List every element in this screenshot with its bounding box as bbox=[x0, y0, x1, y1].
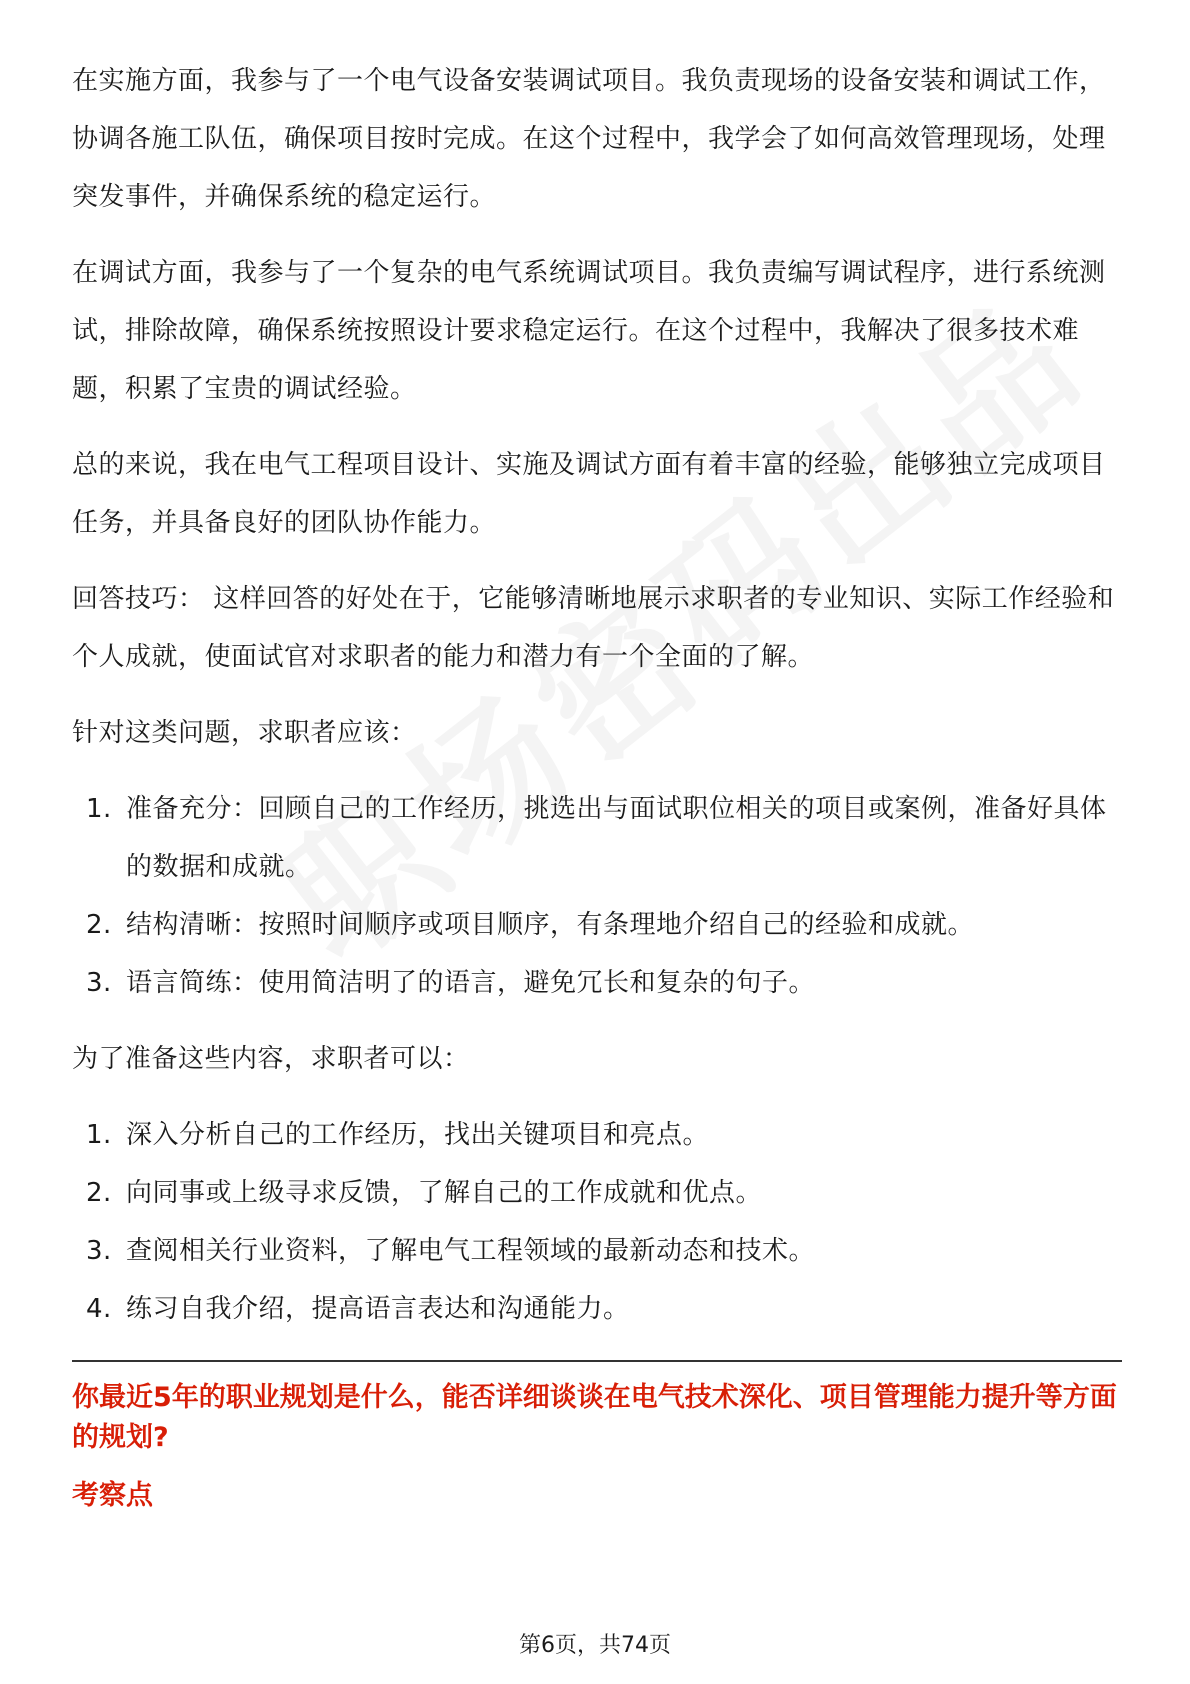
paragraph-implementation: 在实施方面，我参与了一个电气设备安装调试项目。我负责现场的设备安装和调试工作，协调各施工队伍，确保项目按时完成。在这个过程中，我学会了如何高效管理现场，处理突发事件，并确保系统的稳定运行。 bbox=[72, 66, 1106, 212]
list-item bbox=[72, 1164, 1122, 1222]
list-item bbox=[72, 896, 1122, 954]
list-item bbox=[72, 1222, 1122, 1280]
list-number: 1. bbox=[86, 1120, 112, 1150]
list-number: 2. bbox=[86, 1178, 112, 1208]
list-number: 2. bbox=[86, 910, 112, 940]
list-number: 3. bbox=[86, 1236, 112, 1266]
list-item-text: 语言简练：使用简洁明了的语言，避免冗长和复杂的句子。 bbox=[126, 968, 816, 998]
list-item bbox=[72, 1106, 1122, 1164]
interview-question: 你最近5年的职业规划是什么，能否详细谈谈在电气技术深化、项目管理能力提升等方面的规划? bbox=[72, 1382, 1117, 1453]
paragraph-summary: 总的来说，我在电气工程项目设计、实施及调试方面有着丰富的经验，能够独立完成项目任务，并具备良好的团队协作能力。 bbox=[72, 450, 1106, 538]
list-item-text: 向同事或上级寻求反馈，了解自己的工作成就和优点。 bbox=[126, 1178, 763, 1208]
list-number: 3. bbox=[86, 968, 112, 998]
paragraph-debugging: 在调试方面，我参与了一个复杂的电气系统调试项目。我负责编写调试程序，进行系统测试，排除故障，确保系统按照设计要求稳定运行。在这个过程中，我解决了很多技术难题，积累了宝贵的调试经验。 bbox=[72, 258, 1106, 404]
list-item-text: 深入分析自己的工作经历，找出关键项目和亮点。 bbox=[126, 1120, 710, 1150]
section-divider bbox=[72, 1360, 1122, 1362]
list-item-text: 准备充分：回顾自己的工作经历，挑选出与面试职位相关的项目或案例，准备好具体的数据和成就。 bbox=[126, 794, 1107, 882]
advice-list bbox=[72, 780, 1122, 1012]
list-item bbox=[72, 780, 1122, 896]
list-item-text: 结构清晰：按照时间顺序或项目顺序，有条理地介绍自己的经验和成就。 bbox=[126, 910, 975, 940]
list-number: 4. bbox=[86, 1294, 112, 1324]
list-number: 1. bbox=[86, 794, 112, 824]
paragraph-answer-tips: 回答技巧： 这样回答的好处在于，它能够清晰地展示求职者的专业知识、实际工作经验和个人成就，使面试官对求职者的能力和潜力有一个全面的了解。 bbox=[72, 584, 1115, 672]
preparation-list bbox=[72, 1106, 1122, 1338]
list-item bbox=[72, 1280, 1122, 1338]
list-item bbox=[72, 954, 1122, 1012]
section-label-examination-points: 考察点 bbox=[72, 1480, 153, 1511]
paragraph-preparation-intro: 为了准备这些内容，求职者可以： bbox=[72, 1044, 470, 1074]
paragraph-advice-intro: 针对这类问题，求职者应该： bbox=[72, 718, 417, 748]
list-item-text: 查阅相关行业资料，了解电气工程领域的最新动态和技术。 bbox=[126, 1236, 816, 1266]
document-page bbox=[72, 52, 1122, 1516]
list-item-text: 练习自我介绍，提高语言表达和沟通能力。 bbox=[126, 1294, 630, 1324]
page-number-footer: 第6页，共74页 bbox=[519, 1633, 671, 1658]
